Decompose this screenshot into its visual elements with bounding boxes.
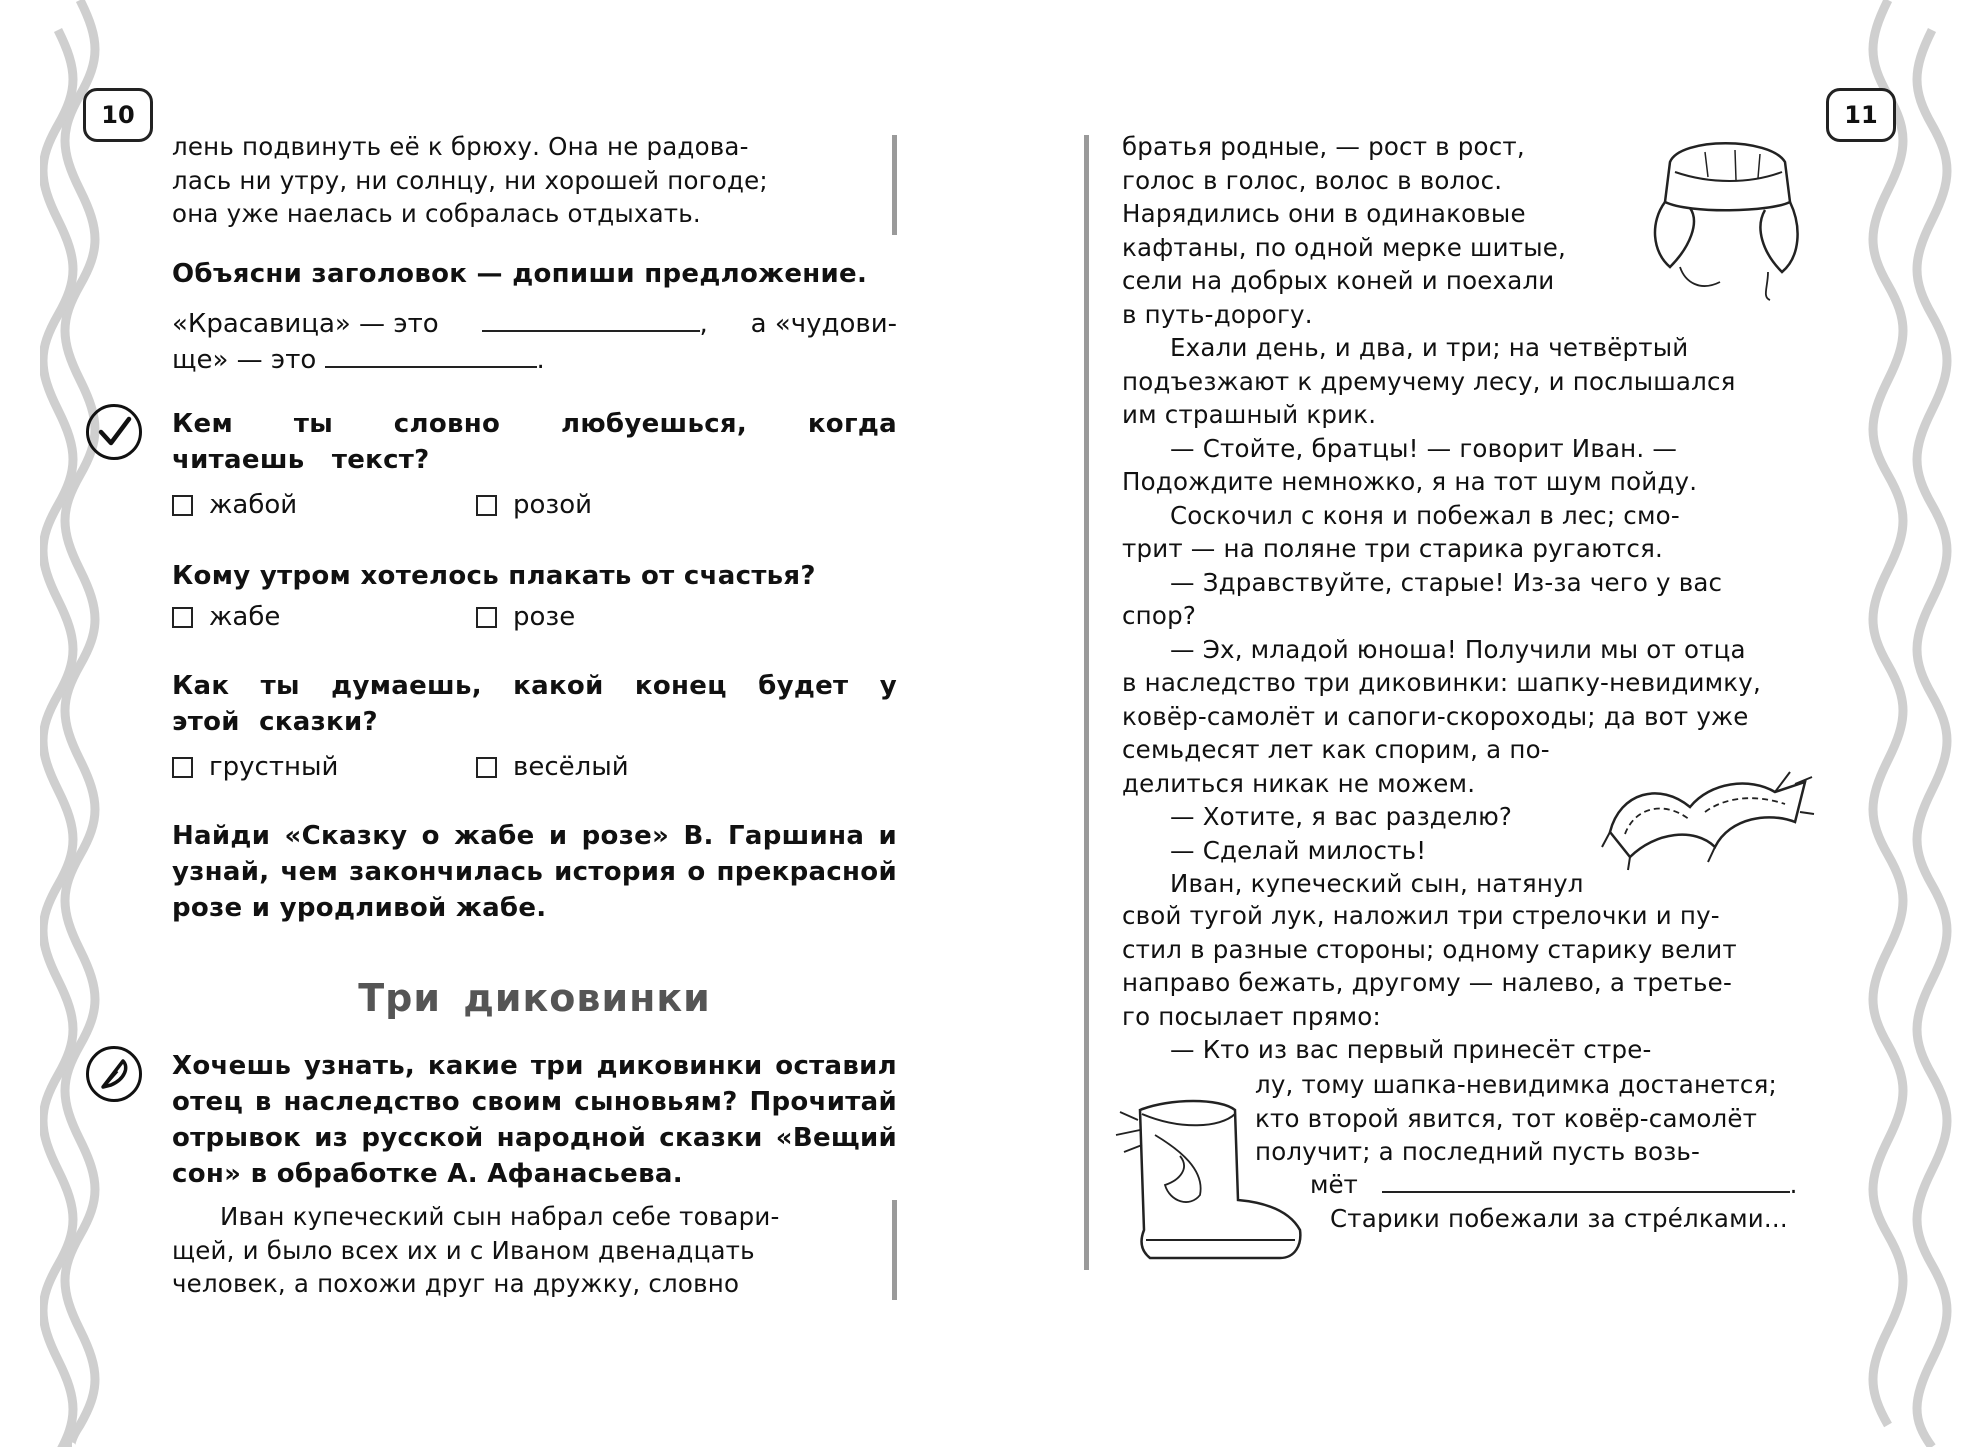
page-number-right: 11 xyxy=(1826,88,1896,142)
story-lines-carpet: семьдесят лет как спорим, а по- делиться никак не можем. — Хотите, я вас разделю? — Сделай милость! Иван, купеческий сын, натянул xyxy=(1122,735,1584,898)
option-rose-cry[interactable]: розе xyxy=(476,602,575,632)
answer-line-beauty[interactable] xyxy=(482,308,700,332)
ushanka-hat-icon xyxy=(1650,132,1800,302)
checkbox[interactable] xyxy=(476,757,497,778)
story-lines-hat: братья родные, — рост в рост, голос в голос, волос в волос. Нарядились они в одинаковые кафтаны, по одной мерке шитые, сели на добрых коней и поехали в путь-дорогу. xyxy=(1122,132,1567,329)
question-ending: Как ты думаешь, какой конец будет у этой сказки? xyxy=(172,671,897,737)
text-bar-top-left xyxy=(892,135,897,235)
intro-text: лень подвинуть её к брюху. Она не радова- лась ни утру, ни солнцу, ни хорошей погоде; она уже наелась и собралась отдыхать. xyxy=(172,132,768,228)
task-read: Хочешь узнать, какие три диковинки оставил отец в наследство своим сыновьям? Прочитай отрывок из русской народной сказки «Вещий сон» в обработке А. Афанасьева. xyxy=(172,1051,897,1189)
right-wavy-border-outer xyxy=(1912,0,1972,1447)
story-lines-low: свой тугой лук, наложил три стрелочки и пу- стил в разные стороны; одному старику велит направо бежать, другому — налево, а третье- го посылает прямо: — Кто из вас первый принесёт стре- xyxy=(1122,901,1737,1064)
story-final-line: Старики побежали за стрéлками... xyxy=(1330,1204,1788,1233)
answer-line-boots[interactable] xyxy=(1382,1169,1790,1193)
option-rose-admire[interactable]: розой xyxy=(476,490,592,520)
task-explain-title: Объясни заголовок — допиши предложение. xyxy=(172,259,868,289)
checkbox[interactable] xyxy=(172,757,193,778)
story-start: Иван купеческий сын набрал себе товари- щей, и было всех их и с Иваном двенадцать человек, а похожи друг на дружку, словно xyxy=(172,1202,780,1298)
story-lines-boot: лу, тому шапка-невидимка достанется; кто второй явится, тот ковёр-самолёт получит; а последний пусть возь- xyxy=(1255,1070,1777,1166)
checkbox[interactable] xyxy=(476,607,497,628)
checkbox[interactable] xyxy=(172,607,193,628)
story-last-line: мёт . xyxy=(1310,1170,1798,1199)
question-cry: Кому утром хотелось плакать от счастья? xyxy=(172,561,816,591)
story-lines-mid: Ехали день, и два, и три; на четвёртый подъезжают к дремучему лесу, и послышался им страшный крик. — Стойте, братцы! — говорит Иван. — Подождите немножко, я на тот шум пойду. Соскочил с коня и побежал в лес; смо- трит — на поляне три старика ругаются. — Здравствуйте, старые! Из-за чего у вас спор? — Эх, младой юноша! Получили мы от отца в наследство три диковинки: шапку-невидимку, ковёр-самолёт и сапоги-скороходы; да вот уже xyxy=(1122,333,1761,731)
checkmark-icon xyxy=(86,404,142,460)
flying-carpet-icon xyxy=(1600,752,1815,872)
checkbox[interactable] xyxy=(476,495,497,516)
option-toad-cry[interactable]: жабе xyxy=(172,602,280,632)
answer-line-monster[interactable] xyxy=(325,344,537,368)
text-bar-right xyxy=(1084,135,1089,1270)
task-explain-lines: «Красавица» — это , а «чудови- ще» — это . xyxy=(172,309,897,375)
option-sad[interactable]: грустный xyxy=(172,752,338,782)
text-bar-bottom-left xyxy=(892,1200,897,1300)
checkbox[interactable] xyxy=(172,495,193,516)
feather-pen-icon xyxy=(86,1046,142,1102)
page-number-left: 10 xyxy=(83,88,153,142)
left-wavy-border xyxy=(40,0,100,1447)
option-toad-admire[interactable]: жабой xyxy=(172,490,297,520)
section-title: Три диковинки xyxy=(358,976,711,1020)
question-admire: Кем ты словно любуешься, когда читаешь текст? xyxy=(172,409,897,475)
option-happy[interactable]: весёлый xyxy=(476,752,629,782)
task-find-tale: Найди «Сказку о жабе и розе» В. Гаршина и узнай, чем закончилась история о прекрасной розе и уродливой жабе. xyxy=(172,821,897,923)
